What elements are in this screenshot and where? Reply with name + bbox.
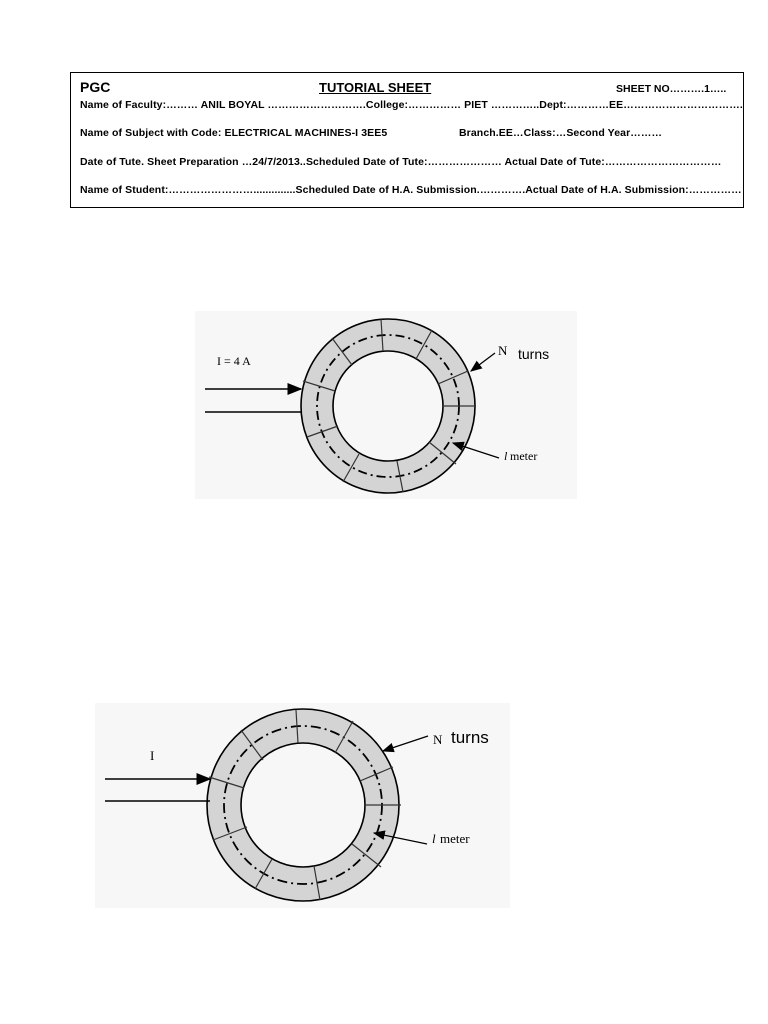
length-unit: meter (440, 831, 470, 846)
toroid-figure-1 (195, 311, 577, 499)
toroid-inner-edge (241, 743, 365, 867)
subject-line: Name of Subject with Code: ELECTRICAL MACHINES-I 3EE5 (80, 127, 388, 139)
toroid-diagram-2 (95, 703, 510, 908)
toroid-diagram-1 (195, 311, 577, 499)
length-symbol: l (504, 449, 508, 463)
current-label: I = 4 A (217, 354, 251, 368)
org-name: PGC (80, 79, 111, 95)
turns-label: turns (451, 728, 489, 747)
toroid-figure-2 (95, 703, 510, 908)
date-line: Date of Tute. Sheet Preparation …24/7/2013..Scheduled Date of Tute:………………… Actual Date of Tute:…………………………… (80, 156, 722, 168)
student-line: Name of Student:……………………..............Scheduled Date of H.A. Submission.………….Actual Date of H.A. Submission:…………… (80, 184, 742, 196)
n-turns-pointer (471, 353, 495, 371)
current-label: I (150, 748, 155, 763)
sheet-title: TUTORIAL SHEET (319, 80, 432, 95)
toroid-core (317, 335, 459, 477)
turns-label: turns (518, 346, 550, 362)
branch-class-line: Branch.EE…Class:…Second Year……… (459, 127, 663, 139)
tutorial-header-box (70, 72, 744, 208)
n-turns-pointer (383, 736, 428, 751)
n-label: N (433, 732, 443, 747)
n-label: N (498, 343, 508, 358)
sheet-number: SHEET NO……….1….. (616, 83, 727, 95)
length-unit: meter (510, 449, 538, 463)
toroid-inner-edge (333, 351, 443, 461)
faculty-line: Name of Faculty:……… ANIL BOYAL ……………………….College:…………… PIET …………..Dept:…………EE……………………………. (80, 99, 743, 111)
length-symbol: l (432, 831, 436, 846)
